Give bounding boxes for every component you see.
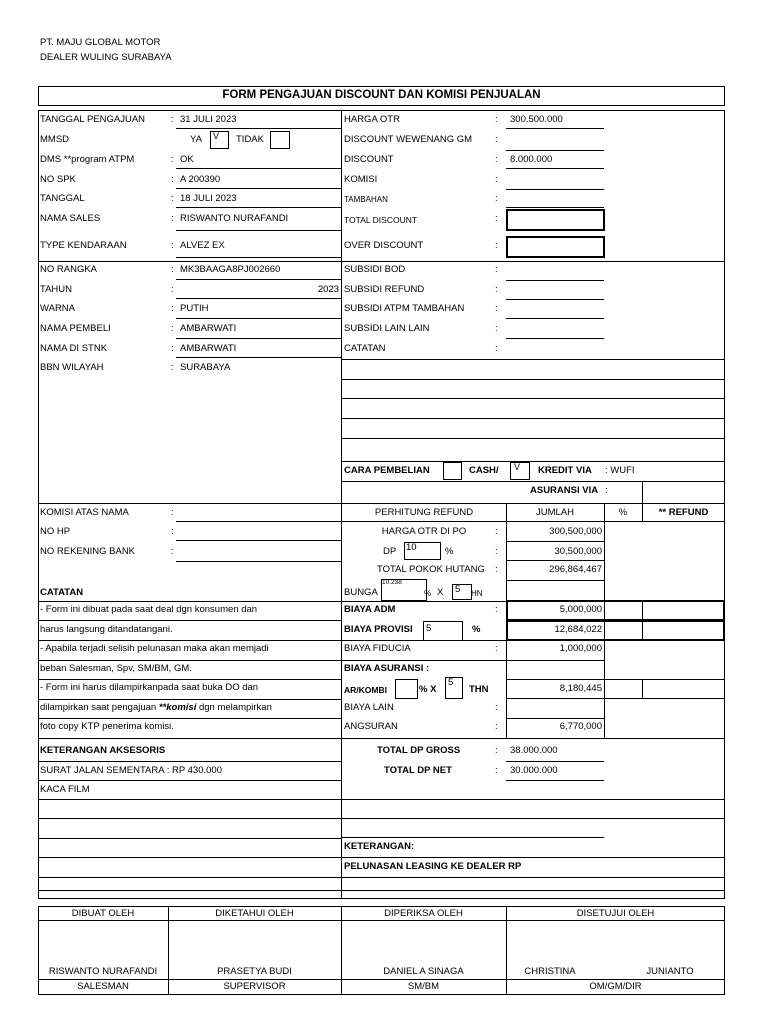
catatan-line-6-text: dilampirkan saat pengajuan: [40, 702, 157, 713]
refund-header-perhitung: PERHITUNG REFUND: [374, 507, 474, 518]
colon: :: [495, 213, 498, 224]
ruled-line: [341, 481, 725, 482]
no-spk-value: A 200390: [180, 174, 221, 185]
harga-otr-po-value: 300,500,000: [549, 526, 602, 537]
catatan-line-6: [40, 702, 272, 714]
keterangan-aksesoris-label: KETERANGAN AKSESORIS: [40, 745, 166, 756]
underline: [176, 188, 341, 189]
mmsd-label: MMSD: [40, 134, 70, 145]
section-divider: [38, 738, 725, 739]
total-pokok-label: TOTAL POKOK HUTANG: [377, 564, 485, 575]
section-divider: [38, 503, 725, 504]
angsuran-label: ANGSURAN: [344, 721, 398, 732]
tahun-label: TAHUN: [40, 284, 73, 295]
kredit-mark: V: [514, 462, 521, 472]
sig-role-smbm: SM/BM: [407, 981, 440, 992]
nama-pembeli-label: NAMA PEMBELI: [40, 323, 111, 334]
underline: [506, 207, 604, 208]
cell-divider: [604, 601, 605, 620]
ruled-line: [38, 799, 725, 800]
underline: [506, 580, 604, 581]
ar-kombi-label: AR/KOMBI: [344, 685, 387, 695]
subsidi-atpm-label: SUBSIDI ATPM TAMBAHAN: [344, 303, 465, 314]
type-kendaraan-label: TYPE KENDARAAN: [40, 240, 127, 251]
underline: [176, 338, 341, 339]
ruled-line: [341, 837, 604, 838]
nama-stnk-label: NAMA DI STNK: [40, 343, 108, 354]
ar-kombi-pct: % X: [419, 684, 437, 695]
underline: [176, 207, 341, 208]
colon: :: [495, 526, 498, 537]
sig-header-dibuat: DIBUAT OLEH: [71, 908, 135, 919]
cell-divider: [642, 679, 643, 699]
sig-name-supervisor: PRASETYA BUDI: [217, 966, 292, 977]
underline: [176, 561, 341, 562]
dp-value: 30,500,000: [554, 546, 602, 557]
warna-value: PUTIH: [180, 303, 209, 314]
ruled-line: [38, 718, 341, 719]
ruled-line: [38, 890, 725, 891]
ruled-line: [341, 640, 506, 641]
ar-kombi-input[interactable]: [395, 679, 418, 699]
nama-sales-label: NAMA SALES: [40, 213, 101, 224]
underline: [506, 761, 604, 762]
colon: :: [171, 240, 174, 251]
bunga-thn-value: 5: [455, 584, 461, 595]
no-rangka-label: NO RANGKA: [40, 264, 98, 275]
sig-header-diketahui: DIKETAHUI OLEH: [215, 908, 294, 919]
total-discount-field[interactable]: [506, 209, 605, 231]
bunga-label: BUNGA: [344, 587, 378, 598]
colon: :: [171, 526, 174, 537]
dms-label: DMS **program ATPM: [40, 154, 135, 165]
underline: [176, 318, 341, 319]
biaya-lain-label: BIAYA LAIN: [344, 702, 394, 713]
total-dp-net-value: 30.000.000: [510, 765, 558, 776]
discount-value: 8.000.000: [510, 154, 553, 165]
colon: :: [171, 193, 174, 204]
komisi-atas-nama-label: KOMISI ATAS NAMA: [40, 507, 129, 518]
no-spk-label: NO SPK: [40, 174, 76, 185]
sig-role-supervisor: SUPERVISOR: [223, 981, 286, 992]
colon: :: [495, 154, 498, 165]
cell-divider: [642, 621, 643, 640]
sig-header-line: [38, 920, 725, 921]
underline: [506, 780, 604, 781]
cara-pembelian-label: CARA PEMBELIAN: [344, 465, 430, 476]
bbn-wilayah-label: BBN WILAYAH: [40, 362, 104, 373]
biaya-adm-value: 5,000,000: [559, 604, 602, 615]
underline: [506, 189, 604, 190]
subsidi-bod-label: SUBSIDI BOD: [344, 264, 406, 275]
no-hp-label: NO HP: [40, 526, 71, 537]
underline: [506, 280, 604, 281]
biaya-provisi-pct: %: [472, 624, 481, 635]
colon: :: [495, 564, 498, 575]
refund-header-refund: ** REFUND: [658, 507, 709, 518]
underline: [506, 128, 604, 129]
colon: :: [171, 174, 174, 185]
dms-value: OK: [180, 154, 194, 165]
underline: [176, 540, 341, 541]
bunga-pct: %: [424, 589, 432, 598]
colon: :: [495, 303, 498, 314]
ruled-line: [38, 620, 341, 621]
catatan-line-3: - Apabila terjadi selisih pelunasan maka akan memjadi: [40, 643, 269, 654]
total-dp-net-label: TOTAL DP NET: [384, 765, 452, 776]
pelunasan-label: PELUNASAN LEASING KE DEALER RP: [344, 861, 522, 872]
harga-otr-value: 300.500.000: [510, 114, 563, 125]
colon: :: [495, 174, 498, 185]
biaya-provisi-input-value: 5: [426, 623, 432, 634]
colon: :: [171, 362, 174, 373]
mmsd-tidak-label: TIDAK: [236, 134, 264, 145]
ruled-line: [38, 679, 341, 680]
underline: [506, 338, 604, 339]
catatan-line-7: foto copy KTP penerima komisi.: [40, 721, 174, 732]
nama-sales-value: RISWANTO NURAFANDI: [180, 213, 289, 224]
refund-header-jumlah: JUMLAH: [535, 507, 574, 518]
ruled-line: [341, 379, 725, 380]
keterangan-label: KETERANGAN:: [344, 841, 415, 852]
ruled-line: [38, 761, 341, 762]
ruled-line: [38, 838, 341, 839]
kaca-film-text: KACA FILM: [40, 784, 90, 795]
colon: :: [495, 702, 498, 713]
ruled-line: [341, 359, 725, 360]
colon: :: [495, 643, 498, 654]
mmsd-ya-mark: V: [213, 131, 220, 141]
colon: :: [605, 485, 608, 496]
underline: [176, 257, 341, 258]
discount-gm-label: DISCOUNT WEWENANG GM: [344, 134, 473, 145]
harga-otr-label: HARGA OTR: [344, 114, 400, 125]
underline: [176, 230, 341, 231]
colon: :: [495, 765, 498, 776]
cash-checkbox[interactable]: [443, 462, 462, 480]
colon: :: [171, 284, 174, 295]
colon: :: [495, 721, 498, 732]
ruled-line: [341, 660, 604, 661]
sig-name-salesman: RISWANTO NURAFANDI: [48, 966, 158, 977]
tahun-value: 2023: [317, 284, 339, 295]
ruled-line: [38, 877, 725, 878]
tambahan-label: TAMBAHAN: [344, 195, 388, 204]
colon: :: [495, 284, 498, 295]
total-dp-gross-value: 38.000.000: [510, 745, 558, 756]
ruled-line: [38, 660, 341, 661]
surat-jalan-text: SURAT JALAN SEMENTARA : RP 430.000: [40, 765, 222, 776]
colon: :: [171, 114, 174, 125]
colon: :: [171, 303, 174, 314]
bunga-thn-label: HN: [471, 589, 483, 598]
bunga-x: X: [437, 587, 444, 598]
total-dp-gross-label: TOTAL DP GROSS: [377, 745, 461, 756]
colon: :: [495, 134, 498, 145]
ruled-line: [341, 398, 725, 399]
cell-divider: [642, 601, 643, 620]
underline: [506, 150, 604, 151]
colon: :: [171, 154, 174, 165]
form-title: FORM PENGAJUAN DISCOUNT DAN KOMISI PENJUALAN: [222, 89, 541, 101]
cash-label: CASH/: [469, 465, 499, 476]
underline: [176, 298, 341, 299]
ruled-line: [38, 601, 341, 602]
colon: :: [171, 264, 174, 275]
underline: [506, 541, 604, 542]
ruled-line: [38, 640, 341, 641]
catatan-line-5: - Form ini harus dilampirkanpada saat buka DO dan: [40, 682, 259, 693]
underline: [176, 279, 341, 280]
colon: :: [171, 507, 174, 518]
ruled-line: [341, 521, 725, 522]
sig-role-omgmdir: OM/GM/DIR: [589, 981, 642, 992]
colon: :: [495, 264, 498, 275]
colon: :: [171, 213, 174, 224]
dealer-name: DEALER WULING SURABAYA: [40, 52, 172, 63]
nama-stnk-value: AMBARWATI: [180, 343, 237, 354]
sig-name-line: [38, 979, 725, 980]
catatan-line-6-after: dgn melampirkan: [198, 702, 272, 713]
sig-name-smbm: DANIEL A SINAGA: [383, 966, 464, 977]
cell-divider: [604, 621, 605, 640]
komisi-label: KOMISI: [344, 174, 378, 185]
ruled-line: [38, 818, 725, 819]
ruled-line: [38, 857, 725, 858]
biaya-fiducia-value: 1,000,000: [559, 643, 602, 654]
sig-header-disetujui: DISETUJUI OLEH: [576, 908, 655, 919]
discount-label: DISCOUNT: [344, 154, 394, 165]
colon: :: [495, 193, 498, 204]
section-divider: [38, 261, 725, 262]
colon: :: [171, 323, 174, 334]
sig-name-gm: JUNIANTO: [646, 966, 694, 977]
ar-kombi-value: 8,180,445: [559, 683, 602, 694]
catatan-left-title: CATATAN: [40, 587, 84, 598]
underline: [506, 168, 604, 169]
subsidi-refund-label: SUBSIDI REFUND: [344, 284, 425, 295]
colon: :: [495, 240, 498, 251]
underline: [176, 521, 341, 522]
underline: [506, 718, 604, 719]
dp-pct: %: [445, 546, 454, 557]
sig-role-salesman: SALESMAN: [77, 981, 129, 992]
ruled-line: [341, 461, 725, 462]
sig-header-diperiksa: DIPERIKSA OLEH: [384, 908, 463, 919]
bunga-input-value: 10.238: [382, 579, 402, 586]
ruled-line: [341, 418, 725, 419]
warna-label: WARNA: [40, 303, 76, 314]
over-discount-field[interactable]: [506, 236, 605, 258]
colon: :: [495, 604, 498, 615]
asuransi-divider: [642, 481, 643, 503]
colon: :: [171, 546, 174, 557]
dp-label: DP: [383, 546, 397, 557]
underline: [506, 318, 604, 319]
catatan-line-4: beban Salesman, Spv, SM/BM, GM.: [40, 663, 192, 674]
biaya-provisi-value: 12,684,022: [554, 624, 602, 635]
colon: :: [495, 114, 498, 125]
ar-kombi-thn: THN: [469, 684, 489, 695]
biaya-asuransi-label: BIAYA ASURANSI :: [344, 663, 430, 674]
underline: [176, 357, 341, 358]
tanggal-label: TANGGAL: [40, 193, 85, 204]
tgl-pengajuan-label: TANGGAL PENGAJUAN: [40, 114, 146, 125]
dp-input-value: 10: [406, 542, 417, 553]
subsidi-lain-label: SUBSIDI LAIN LAIN: [344, 323, 430, 334]
total-pokok-value: 296,864,467: [549, 564, 602, 575]
colon: :: [495, 343, 498, 354]
mmsd-tidak-checkbox[interactable]: [270, 131, 290, 149]
ruled-line: [341, 438, 725, 439]
refund-header-pct: %: [618, 507, 628, 518]
underline: [176, 168, 341, 169]
biaya-adm-label: BIAYA ADM: [344, 604, 396, 615]
ruled-line: [38, 699, 341, 700]
sig-name-om: CHRISTINA: [524, 966, 576, 977]
type-kendaraan-value: ALVEZ EX: [180, 240, 225, 251]
ar-kombi-thn-value: 5: [448, 677, 454, 688]
catatan-right-label: CATATAN: [344, 343, 386, 354]
catatan-line-2: harus langsung ditandatangani.: [40, 624, 173, 635]
biaya-provisi-label: BIAYA PROVISI: [344, 624, 413, 635]
catatan-komisi: **komisi: [158, 702, 197, 713]
kredit-via-value: : WUFI: [605, 465, 635, 476]
harga-otr-po-label: HARGA OTR DI PO: [381, 526, 467, 537]
biaya-fiducia-label: BIAYA FIDUCIA: [344, 643, 411, 654]
tanggal-value: 18 JULI 2023: [180, 193, 237, 204]
angsuran-value: 6,770,000: [559, 721, 602, 732]
mmsd-ya-label: YA: [190, 134, 202, 145]
catatan-line-1: - Form ini dibuat pada saat deal dgn konsumen dan: [40, 604, 258, 615]
nama-pembeli-value: AMBARWATI: [180, 323, 237, 334]
colon: :: [495, 546, 498, 557]
over-discount-label: OVER DISCOUNT: [344, 240, 424, 251]
underline: [176, 128, 341, 129]
underline: [506, 299, 604, 300]
tgl-pengajuan-value: 31 JULI 2023: [180, 114, 237, 125]
center-divider: [341, 110, 342, 899]
underline: [506, 560, 604, 561]
ruled-line: [38, 780, 341, 781]
bbn-wilayah-value: SURABAYA: [180, 362, 231, 373]
company-name: PT. MAJU GLOBAL MOTOR: [40, 37, 161, 48]
colon: :: [171, 343, 174, 354]
asuransi-via-label: ASURANSI VIA: [530, 485, 599, 496]
kredit-via-label: KREDIT VIA: [538, 465, 592, 476]
no-rekening-label: NO REKENING BANK: [40, 546, 136, 557]
no-rangka-value: MK3BAAGA8PJ002660: [180, 264, 281, 275]
colon: :: [495, 323, 498, 334]
colon: :: [495, 745, 498, 756]
total-discount-label: TOTAL DISCOUNT: [344, 215, 418, 225]
